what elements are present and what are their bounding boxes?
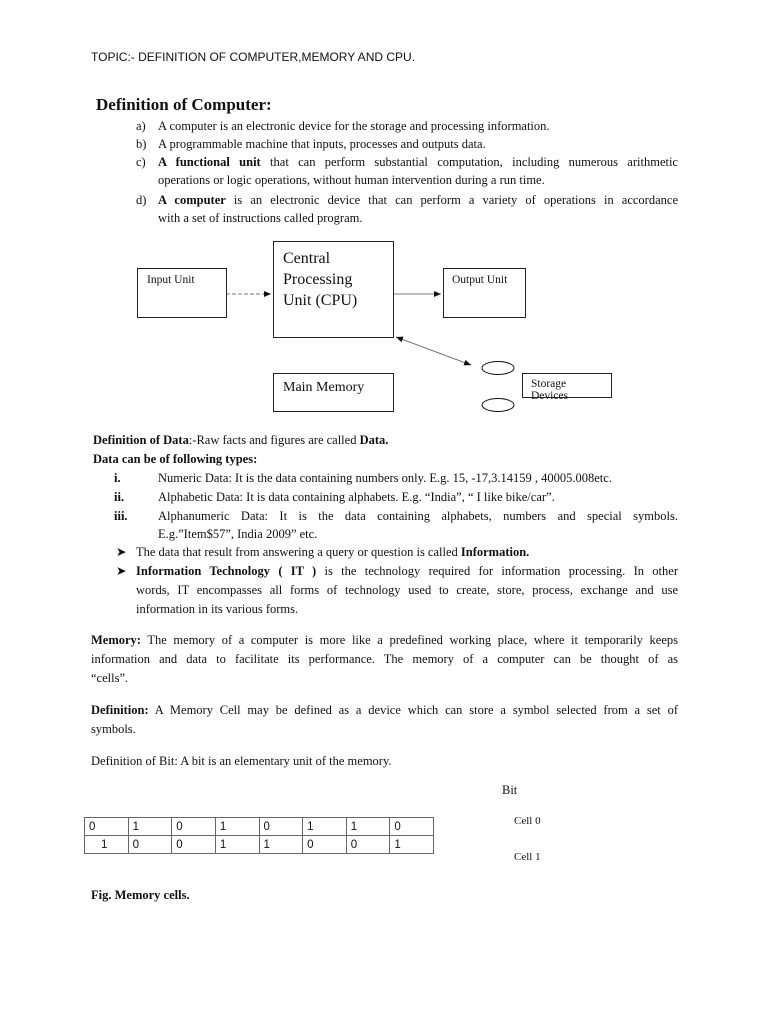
list-item: A computer is an electronic device for the storage and processing information. bbox=[158, 119, 550, 133]
list-item-cont: E.g.”Item$57”, India 2009” etc. bbox=[158, 527, 318, 541]
list-label: iii. bbox=[114, 509, 128, 523]
arrow-bullet-icon: ➤ bbox=[116, 564, 127, 578]
list-label: b) bbox=[136, 137, 147, 151]
arrow-bullet-icon: ➤ bbox=[116, 545, 127, 559]
table-row: 0 1 0 1 0 1 1 0 bbox=[85, 818, 434, 836]
data-types-heading: Data can be of following types: bbox=[93, 452, 258, 466]
main-memory-box: Main Memory bbox=[273, 373, 394, 412]
section-heading: Definition of Computer: bbox=[96, 95, 272, 114]
topic-line: TOPIC:- DEFINITION OF COMPUTER,MEMORY AND CPU. bbox=[91, 50, 416, 64]
list-label: a) bbox=[136, 119, 146, 133]
figure-caption: Fig. Memory cells. bbox=[91, 888, 190, 902]
list-item-cont: operations or logic operations, without human intervention during a run time. bbox=[158, 173, 545, 187]
bit-label: Bit bbox=[502, 783, 518, 797]
list-item: Alphabetic Data: It is data containing alphabets. E.g. “India”, “ I like bike/car”. bbox=[158, 490, 555, 504]
table-row: 1 0 0 1 1 0 0 1 bbox=[85, 836, 434, 854]
memory-cells-table bbox=[84, 817, 434, 854]
cell-1-label: Cell 1 bbox=[514, 851, 541, 863]
bullet-item: Information Technology ( IT ) is the technology required for information processing. In other bbox=[136, 564, 678, 578]
storage-devices-box: Storage Devices bbox=[522, 373, 612, 398]
list-label: i. bbox=[114, 471, 121, 485]
bullet-item-cont: words, IT encompasses all forms of technology used to create, store, process, exchange and use bbox=[136, 583, 678, 597]
cell-0-label: Cell 0 bbox=[514, 815, 541, 827]
list-item: Numeric Data: It is the data containing numbers only. E.g. 15, -17,3.14159 , 40005.008etc. bbox=[158, 471, 612, 485]
bullet-item: The data that result from answering a query or question is called Information. bbox=[136, 545, 530, 559]
bullet-item-cont: information in its various forms. bbox=[136, 602, 299, 616]
list-item: A programmable machine that inputs, processes and outputs data. bbox=[158, 137, 486, 151]
output-unit-box: Output Unit bbox=[443, 268, 526, 318]
list-item: Alphanumeric Data: It is the data containing alphabets, numbers and special symbols. bbox=[158, 509, 678, 523]
input-unit-box: Input Unit bbox=[137, 268, 227, 318]
list-item: A computer is an electronic device that can perform a variety of operations in accordance bbox=[158, 193, 678, 207]
list-label: c) bbox=[136, 155, 146, 169]
list-label: ii. bbox=[114, 490, 125, 504]
cpu-box: Central Processing Unit (CPU) bbox=[273, 241, 394, 338]
bit-definition: Definition of Bit: A bit is an elementary unit of the memory. bbox=[91, 754, 392, 768]
list-item-cont: with a set of instructions called program. bbox=[158, 211, 363, 225]
list-item: A functional unit that can perform substantial computation, including numerous arithmetic bbox=[158, 155, 678, 169]
data-definition: Definition of Data:-Raw facts and figures are called Data. bbox=[93, 433, 389, 447]
list-label: d) bbox=[136, 193, 147, 207]
